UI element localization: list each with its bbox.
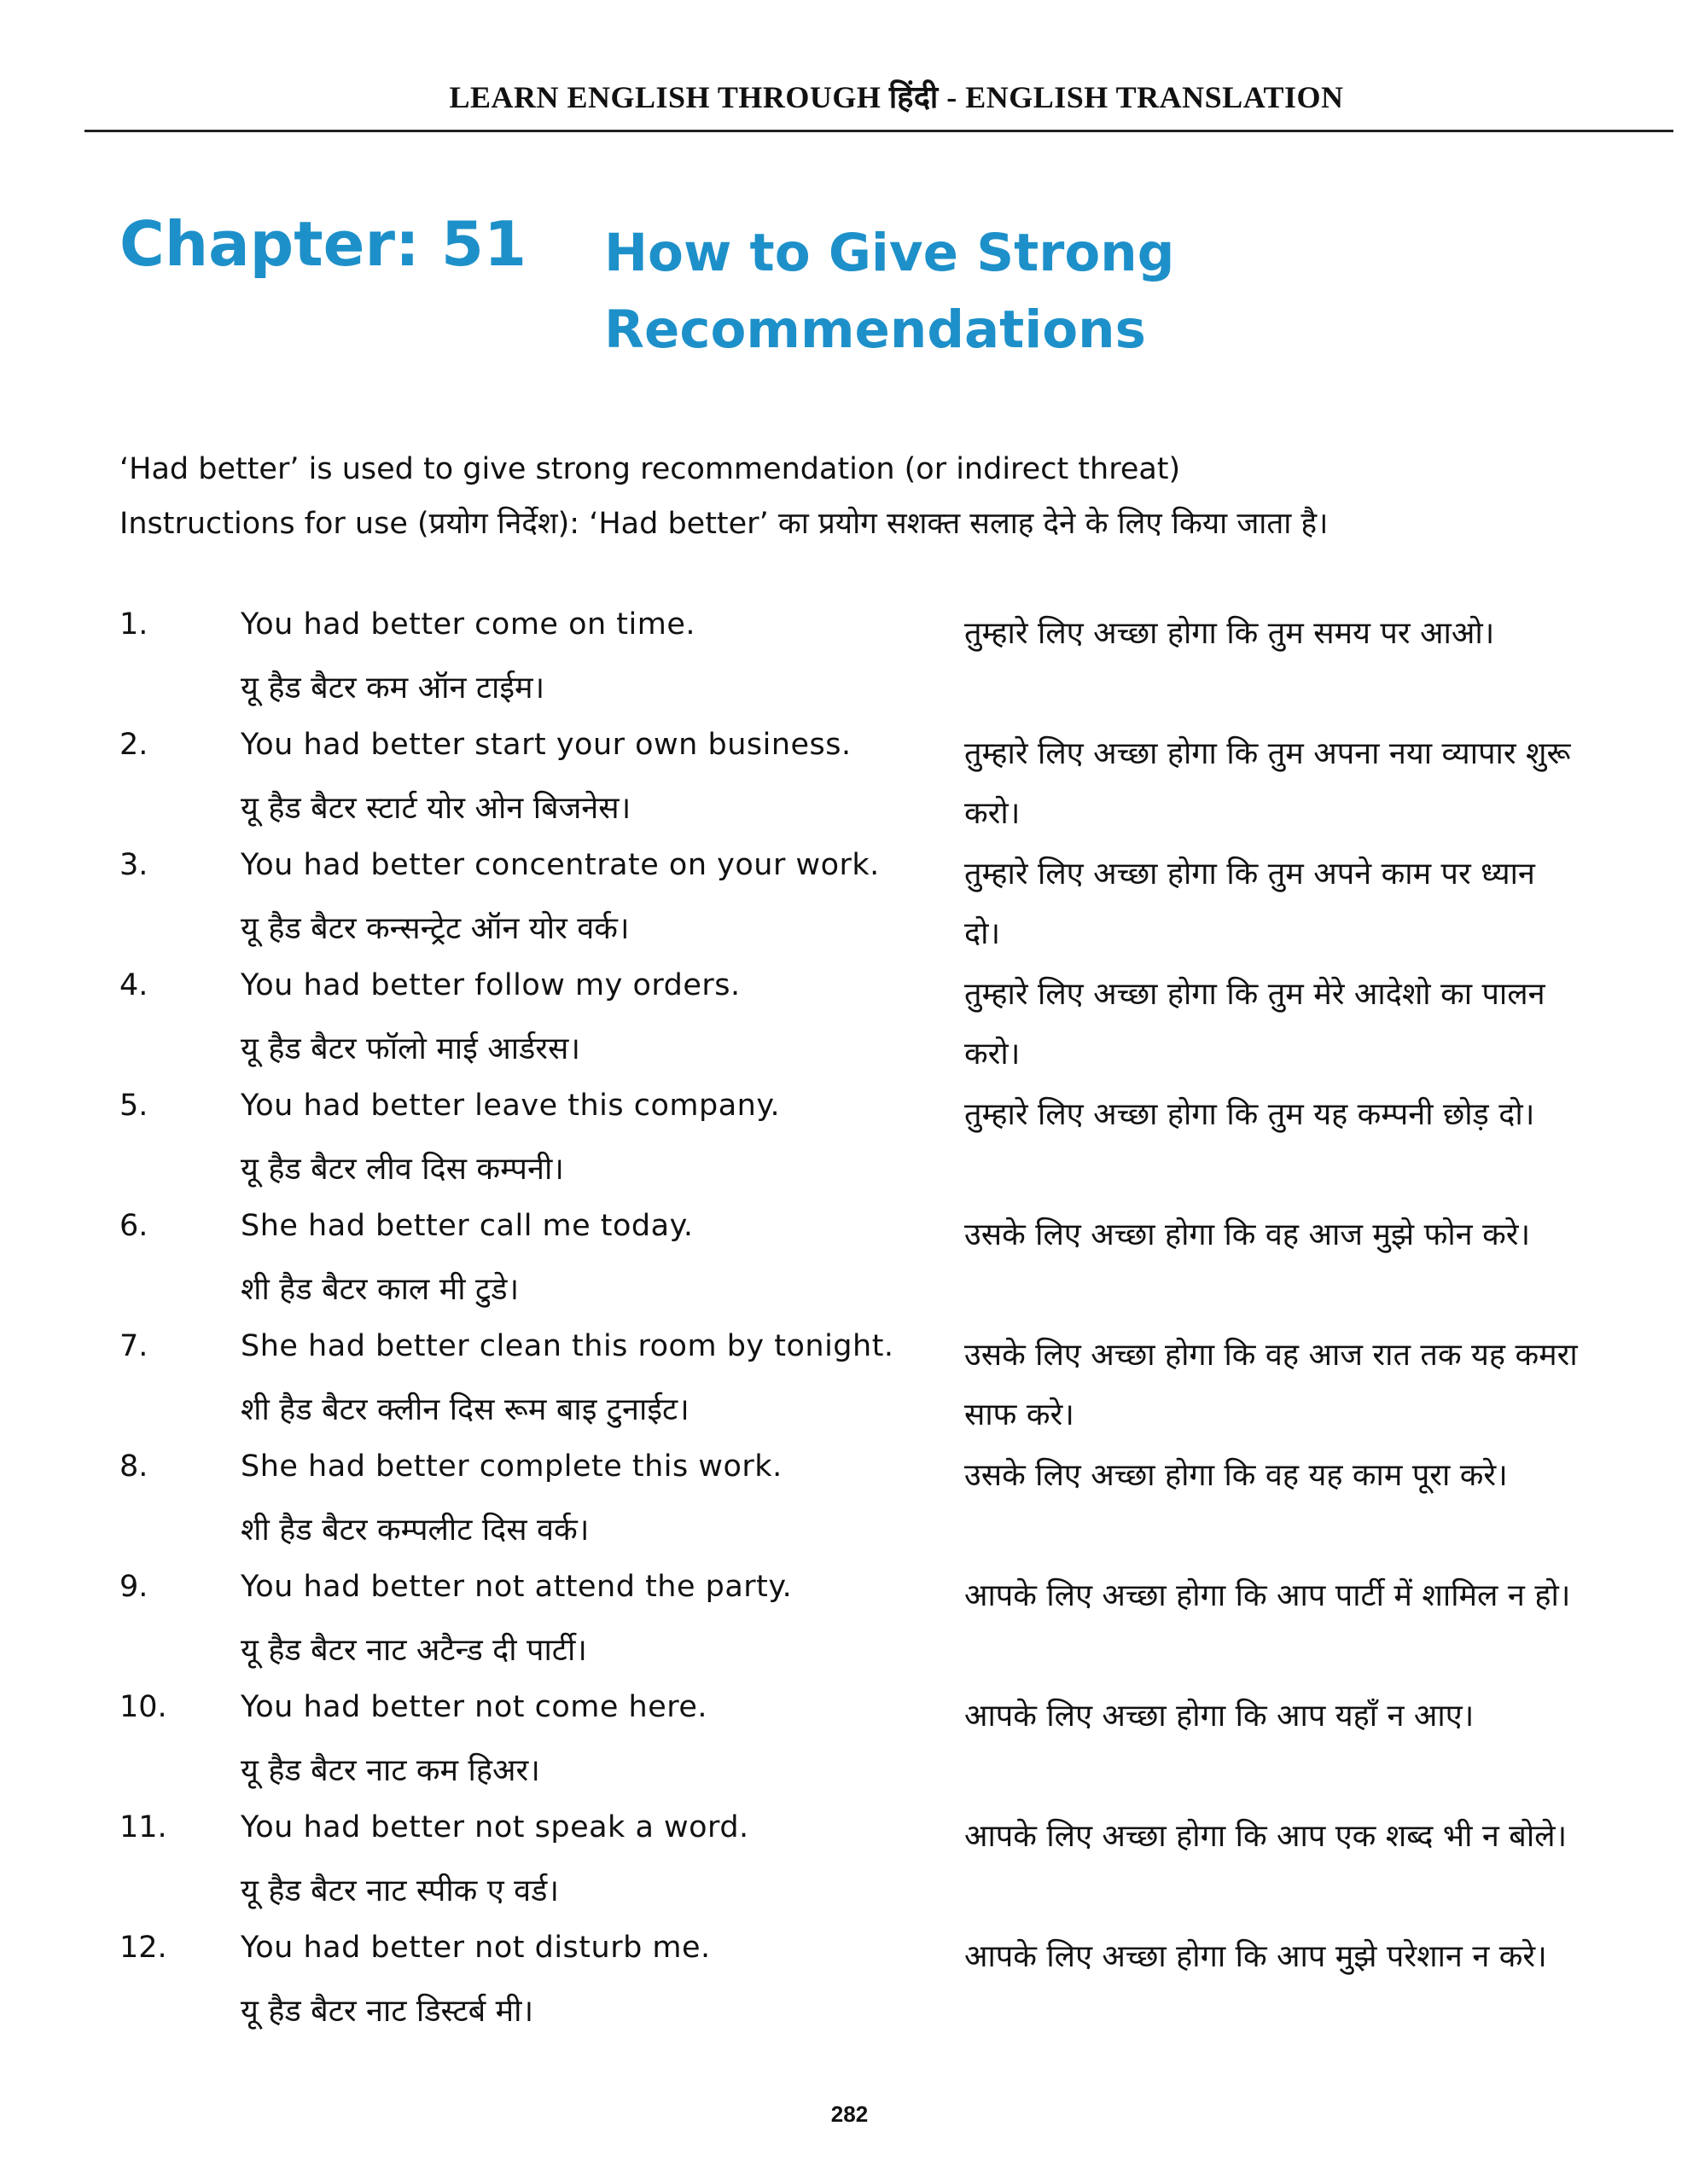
- item-number: 9.: [119, 1570, 148, 1604]
- intro-usage-line: ‘Had better’ is used to give strong recommendation (or indirect threat): [119, 452, 1181, 486]
- hindi-translation: उसके लिए अच्छा होगा कि वह आज रात तक यह कमरा साफ करे।: [964, 1338, 1578, 1432]
- item-number: 11.: [119, 1810, 167, 1844]
- english-sentence: She had better complete this work.: [241, 1449, 783, 1484]
- hindi-translation: तुम्हारे लिए अच्छा होगा कि तुम समय पर आओ।: [964, 616, 1495, 651]
- hindi-translation: आपके लिए अच्छा होगा कि आप मुझे परेशान न करे।: [964, 1939, 1547, 1974]
- item-number: 6.: [119, 1209, 148, 1243]
- english-sentence: She had better call me today.: [241, 1209, 694, 1243]
- list-item: [0, 1078, 1699, 1199]
- item-number: 5.: [119, 1089, 148, 1123]
- item-number: 1.: [119, 607, 148, 642]
- item-number: 2.: [119, 728, 148, 762]
- hindi-translation: तुम्हारे लिए अच्छा होगा कि तुम यह कम्पनी छोड़ दो।: [964, 1097, 1535, 1132]
- item-number: 4.: [119, 968, 148, 1002]
- english-sentence: You had better not come here.: [241, 1690, 708, 1724]
- hindi-translation: आपके लिए अच्छा होगा कि आप एक शब्द भी न बोले।: [964, 1819, 1568, 1854]
- english-sentence: You had better leave this company.: [241, 1089, 781, 1123]
- transliteration: यू हैड बैटर कन्सन्ट्रेट ऑन योर वर्क।: [241, 911, 630, 946]
- english-sentence: You had better start your own business.: [241, 728, 852, 762]
- list-item: [0, 1439, 1699, 1560]
- list-item: [0, 717, 1699, 838]
- english-sentence: You had better not speak a word.: [241, 1810, 749, 1844]
- transliteration: यू हैड बैटर स्टार्ट योर ओन बिजनेस।: [241, 791, 631, 826]
- item-number: 7.: [119, 1329, 148, 1363]
- list-item: [0, 958, 1699, 1078]
- transliteration: यू हैड बैटर नाट स्पीक ए वर्ड।: [241, 1873, 560, 1908]
- transliteration: शी हैड बैटर कम्पलीट दिस वर्क।: [241, 1513, 590, 1548]
- page-number: 282: [830, 2101, 869, 2127]
- chapter-title-line-2: Recommendations: [604, 299, 1146, 360]
- english-sentence: You had better follow my orders.: [241, 968, 741, 1002]
- list-item: [0, 1800, 1699, 1920]
- list-item: [0, 1319, 1699, 1439]
- intro-instructions-line: Instructions for use (प्रयोग निर्देश): ‘Had better’ का प्रयोग सशक्त सलाह देने के लिए किया जाता है।: [119, 507, 1329, 541]
- list-item: [0, 1199, 1699, 1319]
- item-number: 10.: [119, 1690, 167, 1724]
- hindi-translation: तुम्हारे लिए अच्छा होगा कि तुम अपने काम पर ध्यान दो।: [964, 857, 1535, 951]
- hindi-translation: उसके लिए अच्छा होगा कि वह आज मुझे फोन करे।: [964, 1217, 1531, 1252]
- chapter-title: [604, 215, 1372, 369]
- item-number: 12.: [119, 1931, 167, 1965]
- list-item: [0, 1560, 1699, 1680]
- hindi-translation: उसके लिए अच्छा होगा कि वह यह काम पूरा करे।: [964, 1458, 1508, 1493]
- english-sentence: You had better concentrate on your work.: [241, 848, 880, 882]
- english-sentence: You had better not disturb me.: [241, 1931, 711, 1965]
- list-item: [0, 838, 1699, 958]
- transliteration: शी हैड बैटर क्लीन दिस रूम बाइ टुनाईट।: [241, 1392, 689, 1427]
- transliteration: यू हैड बैटर लीव दिस कम्पनी।: [241, 1152, 564, 1187]
- english-sentence: She had better clean this room by tonight.: [241, 1329, 894, 1363]
- item-number: 8.: [119, 1449, 148, 1484]
- transliteration: यू हैड बैटर नाट डिस्टर्ब मी।: [241, 1994, 534, 2029]
- english-sentence: You had better not attend the party.: [241, 1570, 793, 1604]
- list-item: [0, 1680, 1699, 1800]
- hindi-translation: आपके लिए अच्छा होगा कि आप पार्टी में शामिल न हो।: [964, 1578, 1571, 1613]
- header-divider: [84, 130, 1673, 132]
- transliteration: यू हैड बैटर नाट कम हिअर।: [241, 1753, 540, 1788]
- list-item: [0, 1920, 1699, 2041]
- running-header: LEARN ENGLISH THROUGH हिंदी - ENGLISH TRANSLATION: [449, 80, 1344, 114]
- chapter-number: Chapter: 51: [119, 208, 527, 280]
- transliteration: यू हैड बैटर नाट अटैन्ड दी पार्टी।: [241, 1633, 587, 1668]
- transliteration: यू हैड बैटर कम ऑन टाईम।: [241, 671, 545, 706]
- list-item: [0, 597, 1699, 717]
- hindi-translation: तुम्हारे लिए अच्छा होगा कि तुम मेरे आदेशो का पालन करो।: [964, 977, 1545, 1072]
- english-sentence: You had better come on time.: [241, 607, 696, 642]
- transliteration: यू हैड बैटर फॉलो माई आर्डरस।: [241, 1031, 580, 1066]
- chapter-title-line-1: How to Give Strong: [604, 223, 1175, 283]
- transliteration: शी हैड बैटर काल मी टुडे।: [241, 1272, 520, 1307]
- hindi-translation: तुम्हारे लिए अच्छा होगा कि तुम अपना नया व्यापार शुरू करो।: [964, 736, 1571, 831]
- hindi-translation: आपके लिए अच्छा होगा कि आप यहाँ न आए।: [964, 1699, 1475, 1734]
- item-number: 3.: [119, 848, 148, 882]
